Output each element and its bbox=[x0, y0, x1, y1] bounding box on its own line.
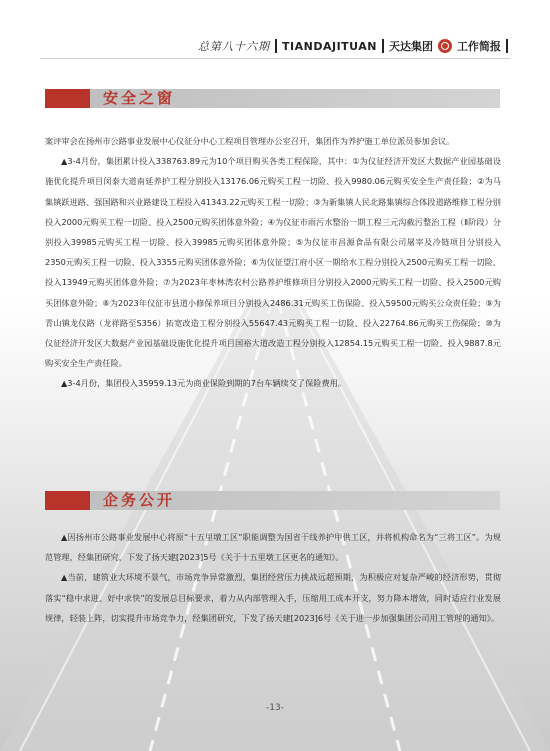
paragraph: ▲当前，建筑业大环境不景气，市场竞争异常激烈，集团经营压力挑战远超预期，为积极应对复杂严峻的经济形势，贯彻落实“稳中求进、好中求快”的发展总目标要求，着力从内部管理入手，压缩用工成本开支，努力降本增效，同时适应行业发展规律，轻装上阵，切实提升市场竞争力，经集团研究，下发了扬天建[2023]6号《关于进一步加强集团公司用工管理的通知》。 bbox=[45, 572, 501, 623]
section-red-block bbox=[45, 89, 90, 108]
paragraph: 案评审会在扬州市公路事业发展中心仪征分中心工程项目管理办公室召开，集团作为养护施工单位派员参加会议。 bbox=[45, 136, 455, 146]
section-heading-bar bbox=[45, 491, 500, 510]
header-divider bbox=[275, 39, 277, 53]
section-red-block bbox=[45, 491, 90, 510]
header-rule bbox=[40, 58, 510, 59]
issue-number: 总第八十六期 bbox=[198, 40, 271, 53]
page-header bbox=[198, 38, 508, 54]
section-title: 安全之窗 bbox=[103, 89, 176, 107]
company-logo-icon bbox=[438, 39, 452, 53]
header-divider bbox=[506, 39, 508, 53]
paragraph: ▲因扬州市公路事业发展中心将原“十五里墩工区”职能调整为国省干线养护甲供工区，并将机构命名为“三将工区”。为规范管理，经集团研究，下发了扬天建[2023]5号《关于十五里墩工区更名的通知》。 bbox=[45, 532, 501, 563]
paragraph: ▲3-4月份，集团累计投入338763.89元为10个项目购买各类工程保险，其中：①为仪征经济开发区大数据产业园基础设施优化提升项目闵泰大道南延养护工程分别投入13176.06元购买工程一切险、投入9980.06元购买安全生产责任险；②为马集镇跃进路、强国路和兴业路建设工程投入41343.22元购买工程一切险；③为新集镇人民北路集镇综合体段道路维修工程分别投入2000元购买工程一切险、投入2500元购买团体意外险；④为仪征市雨污水整治一期工程三元沟截污整治工程（Ⅱ阶段）分别投入39985元购买工程一切险、投入39985元购买团体意外险；⑤为仪征市昌源食品有限公司屠宰及冷链项目分别投入2350元购买工程一切险、投入3355元购买团体意外险；⑥为仪征望江府小区一期给水工程分别投入2500元购买工程一切险、投入13949元购买团体意外险；⑦为2023年枣林湾农村公路养护维修项目分别投入2000元购买工程一切险、投入2500元购买团体意外险；⑧为2023年仪征市县道小修保养项目分别投入2486.31元购买工伤保险、投入59500元购买公众责任险；⑨为青山镇龙仪路（龙祥路至S356）拓宽改造工程分别投入55647.43元购买工程一切险、投入22764.86元购买工伤保险；⑩为仪征经济开发区大数据产业园基础设施优化提升项目国裕大道改造工程分别投入12854.15元购买工程一切险、投入9887.8元购买安全生产责任险。 bbox=[45, 156, 501, 369]
bulletin-title: 工作简报 bbox=[457, 40, 501, 53]
section-body bbox=[45, 527, 501, 628]
section-body bbox=[45, 131, 501, 394]
section-title: 企务公开 bbox=[103, 491, 176, 509]
paragraph: ▲3-4月份，集团投入35959.13元为商业保险到期的7台车辆续交了保险费用。 bbox=[61, 378, 347, 389]
brand-pinyin: TIANDAJITUAN bbox=[282, 39, 377, 53]
company-name: 天达集团 bbox=[389, 40, 433, 53]
header-divider bbox=[382, 39, 384, 53]
section-heading-bar bbox=[45, 89, 500, 108]
page-number: -13- bbox=[266, 703, 284, 713]
